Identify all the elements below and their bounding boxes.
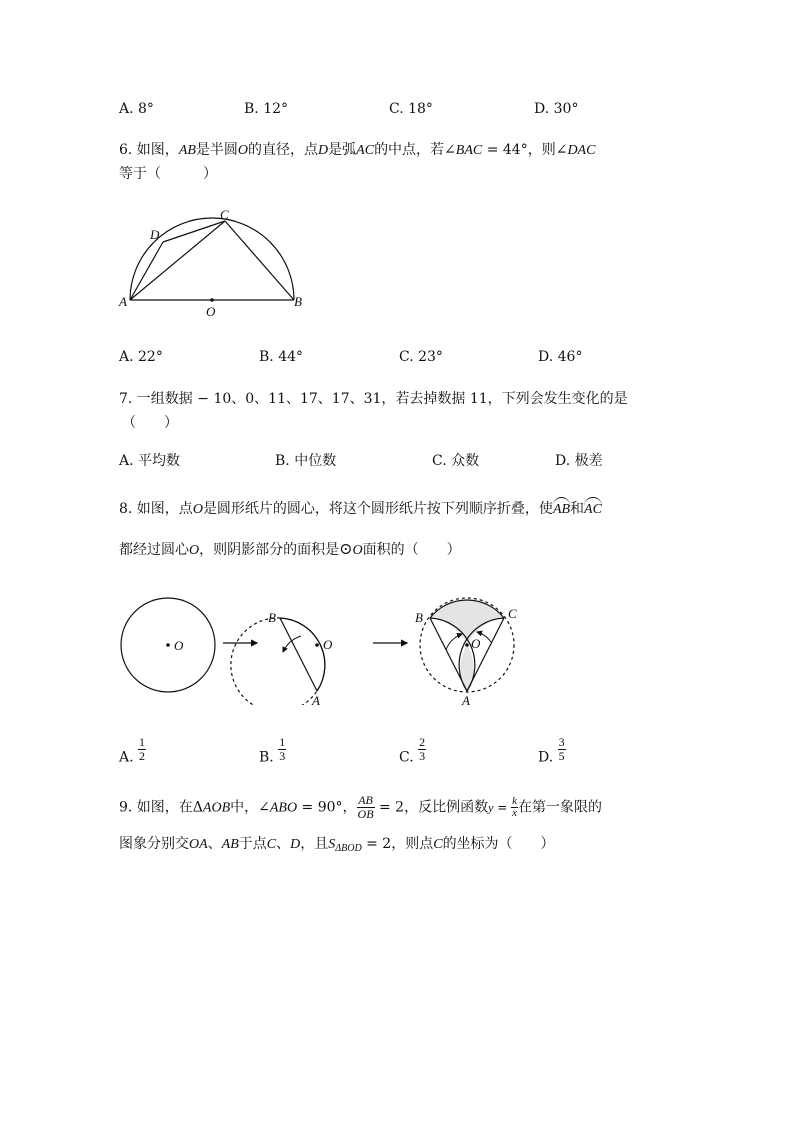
rotation-arrow-icon — [446, 634, 462, 650]
q8-arc-ac: AC — [584, 502, 602, 517]
fraction-denominator: 2 — [139, 749, 146, 763]
q8-var: O — [192, 502, 203, 517]
option-fraction — [138, 736, 146, 763]
q7-option-a: A. 平均数 — [119, 453, 181, 469]
q6-semicircle-figure — [115, 200, 315, 325]
q8-text: 和 — [570, 501, 585, 517]
q9-var: ABO — [269, 800, 298, 816]
q8-text: ，则阴影部分的面积是 — [199, 542, 340, 558]
label-o: O — [471, 636, 481, 651]
q6-option-c: C. 23° — [399, 349, 443, 365]
q9-function-fraction — [511, 796, 518, 819]
q8-text: 是圆形纸片的圆心，将这个圆形纸片按下列顺序折叠，使 — [202, 501, 553, 517]
q8-folding-figure — [115, 590, 525, 705]
q8-option-a — [119, 736, 146, 766]
q9-ratio-fraction — [357, 794, 375, 821]
q9-stem-line2 — [119, 833, 555, 854]
q9-var: y — [488, 800, 494, 815]
q6-var: AB — [178, 143, 196, 158]
option-label: D. — [538, 749, 554, 766]
q7-option-d: D. 极差 — [555, 453, 603, 469]
q6-text: 的直径，点 — [248, 142, 319, 158]
circle-symbol-icon: ⊙ — [339, 539, 353, 558]
q6-stem-line1 — [119, 139, 595, 159]
fraction-denominator: x — [512, 807, 517, 819]
shaded-lens — [460, 645, 474, 691]
q8-text: 8. 如图，点 — [119, 501, 193, 517]
label-o: O — [174, 638, 184, 653]
q6-stem-line2: 等于（ ） — [119, 166, 217, 182]
q8-text: 都经过圆心 — [119, 542, 189, 558]
q9-stem-line1 — [119, 794, 602, 821]
q9-text: 在第一象限的 — [518, 799, 602, 816]
q6-text: = 44°，则∠ — [482, 142, 568, 158]
q5-option-c: C. 18° — [389, 101, 433, 117]
q6-option-b: B. 44° — [259, 349, 304, 365]
q9-subscript: ΔBOD — [335, 843, 362, 854]
chord-ac — [130, 221, 225, 300]
chord-dc — [163, 221, 225, 242]
q5-option-d: D. 30° — [534, 101, 579, 117]
q8-var: O — [189, 543, 200, 558]
q6-option-a: A. 22° — [119, 349, 163, 365]
q8-var: O — [352, 543, 363, 558]
q9-text: 于点 — [238, 836, 267, 852]
q6-var: AC — [356, 143, 375, 158]
q9-text: 中，∠ — [230, 799, 270, 816]
q9-var: D — [290, 837, 301, 852]
q9-var: OA — [189, 837, 208, 852]
q9-text: = — [493, 800, 512, 815]
center-point — [315, 643, 319, 647]
rotation-arrow-icon — [283, 636, 301, 652]
label-o: O — [323, 637, 333, 652]
q9-text: ，且 — [300, 836, 329, 852]
q9-var: C — [266, 837, 277, 852]
label-a: A — [462, 693, 470, 705]
label-a: A — [119, 294, 127, 309]
q7-stem-line1: 7. 一组数据 − 10、0、11、17、17、31，若去掉数据 11，下列会发生变化的是 — [119, 391, 628, 407]
q9-text: 9. 如图，在Δ — [119, 799, 203, 816]
fraction-denominator: OB — [357, 807, 374, 821]
q8-text: 面积的（ ） — [362, 542, 461, 558]
q8-option-d — [538, 736, 566, 766]
fraction-numerator: 1 — [139, 735, 146, 749]
option-fraction — [278, 736, 286, 763]
q6-var: D — [318, 143, 329, 158]
circle-dashed-part — [231, 618, 317, 705]
option-fraction — [558, 736, 566, 763]
q9-text: = 2，反比例函数 — [374, 799, 489, 816]
q7-option-c: C. 众数 — [432, 453, 480, 469]
label-b: B — [294, 294, 302, 309]
fraction-denominator: 5 — [558, 749, 565, 763]
label-b: B — [268, 610, 276, 625]
q6-text: 是弧 — [328, 142, 357, 158]
center-point — [166, 643, 170, 647]
q6-var: DAC — [567, 143, 596, 158]
fraction-numerator: AB — [358, 793, 373, 807]
q9-text: = 90°， — [297, 799, 357, 816]
q9-text: 、 — [276, 836, 291, 852]
q9-text: 、 — [207, 836, 222, 852]
q9-text: 的坐标为（ ） — [442, 836, 555, 852]
q5-option-b: B. 12° — [244, 101, 289, 117]
q9-var: S — [328, 837, 336, 852]
label-b: B — [415, 610, 423, 625]
q9-text: = 2，则点 — [361, 836, 434, 852]
q9-var: AB — [221, 837, 239, 852]
q8-option-c — [399, 736, 426, 766]
q6-var: BAC — [455, 143, 483, 158]
q8-arc-ab: AB — [552, 502, 571, 517]
label-c: C — [220, 207, 229, 222]
q6-text: 6. 如图， — [119, 142, 179, 158]
option-label: C. — [399, 749, 414, 766]
q8-stem-line1 — [119, 498, 602, 518]
q6-text: 是半圆 — [195, 142, 238, 158]
fraction-numerator: 2 — [419, 735, 426, 749]
fold-line-ab — [280, 618, 317, 691]
fraction-numerator: 1 — [279, 735, 286, 749]
q6-var: O — [237, 143, 249, 158]
q8-option-b — [259, 736, 286, 766]
option-fraction — [418, 736, 426, 763]
label-a: A — [312, 693, 320, 705]
q9-var: C — [433, 837, 443, 852]
fraction-numerator: k — [512, 795, 517, 807]
q9-var: AOB — [202, 800, 231, 816]
circle-solid-part — [280, 618, 325, 691]
q7-stem-line2: （ ） — [122, 415, 178, 431]
q8-stem-line2 — [119, 539, 461, 559]
center-point — [465, 643, 469, 647]
fold-arc-ab — [280, 618, 325, 691]
label-o: O — [206, 304, 216, 319]
option-label: B. — [259, 749, 274, 766]
q9-text: 图象分别交 — [119, 836, 189, 852]
q7-option-b: B. 中位数 — [275, 453, 337, 469]
q6-text: 的中点，若∠ — [374, 142, 456, 158]
fraction-denominator: 3 — [419, 749, 426, 763]
label-c: C — [508, 606, 517, 621]
label-d: D — [150, 227, 160, 242]
option-label: A. — [119, 749, 134, 766]
fraction-denominator: 3 — [279, 749, 286, 763]
q6-option-d: D. 46° — [538, 349, 583, 365]
center-point — [210, 298, 214, 302]
q5-option-a: A. 8° — [119, 101, 154, 117]
fraction-numerator: 3 — [558, 735, 565, 749]
